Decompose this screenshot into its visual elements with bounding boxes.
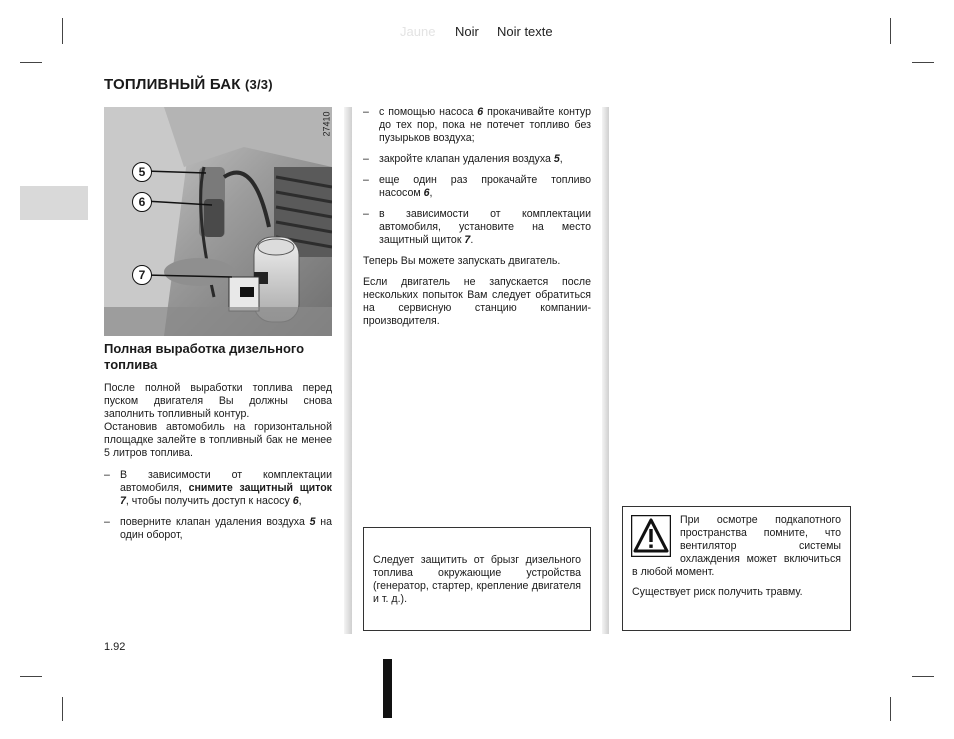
list-item: – В зависимости от комплектации автомобиля, снимите защитный щиток 7, чтобы получить доступ к насосу 6, [104, 469, 332, 507]
note-text: Следует защитить от брызг дизельного топлива окружающие устройства (генератор, стартер, крепление двигателя и т. д.). [373, 554, 581, 605]
page-title [104, 76, 273, 93]
note-box [363, 527, 591, 631]
warning-box [622, 506, 851, 631]
callout-6: 6 [132, 192, 152, 212]
item-bold: снимите защитный щиток 7 [120, 482, 332, 507]
para-intro [104, 382, 332, 460]
crop-mark [912, 62, 934, 63]
list-item: – закройте клапан удаления воздуха 5, [363, 153, 563, 165]
callout-7: 7 [132, 265, 152, 285]
dash: – [363, 174, 369, 186]
section-heading: Полная выработка дизельного топлива [104, 341, 305, 372]
item-text: поверните клапан удаления воздуха [120, 516, 310, 528]
list-item: – в зависимости от комплектации автомобиля, установите на место защитный щиток 7. [363, 208, 591, 246]
dash: – [363, 208, 369, 220]
para-intro-2: Остановив автомобиль на горизонтальной площадке залейте в топливный бак не менее 5 литров топлива. [104, 421, 332, 459]
engine-illustration [104, 107, 332, 336]
crop-mark [62, 697, 63, 721]
column-divider [344, 107, 352, 634]
item-text: В зависимости от комплектации автомобиля, [120, 469, 332, 494]
para-service: Если двигатель не запускается после нескольких попыток Вам следует обратиться на сервисную станцию компании-производителя. [363, 276, 591, 327]
para-intro-1: После полной выработки топлива перед пуском двигателя Вы должны снова заполнить топливный контур. [104, 382, 332, 420]
list-item: – еще один раз прокачайте топливо насосом 6, [363, 174, 591, 199]
header-label-noir: Noir [455, 24, 479, 39]
list-item: – с помощью насоса 6 прокачивайте контур до тех пор, пока не потечет топливо без пузырьков воздуха; [363, 106, 591, 144]
header-label-jaune: Jaune [400, 24, 436, 39]
crop-mark [912, 676, 934, 677]
left-column [104, 341, 332, 550]
header-label-noir-texte: Noir texte [497, 24, 553, 39]
page-title-suffix: (3/3) [245, 77, 273, 92]
warning-text: При осмотре подкапотного пространства помните, что вентилятор системы охлаждения может включиться в любой момент. [632, 514, 841, 578]
warning-risk: Существует риск получить травму. [632, 586, 803, 598]
figure-code: 27410 [321, 111, 332, 137]
middle-column [363, 106, 591, 336]
column-divider [602, 107, 609, 634]
crop-mark [890, 697, 891, 721]
dash: – [363, 153, 369, 165]
dash: – [104, 469, 110, 481]
dash: – [104, 516, 110, 528]
crop-mark [890, 18, 891, 44]
callout-5: 5 [132, 162, 152, 182]
page-title-main: ТОПЛИВНЫЙ БАК [104, 76, 241, 93]
section-tab [20, 186, 88, 220]
crop-mark [20, 62, 42, 63]
crop-mark [62, 18, 63, 44]
page-number: 1.92 [104, 641, 126, 653]
para-start: Теперь Вы можете запускать двигатель. [363, 255, 561, 267]
dash: – [363, 106, 369, 118]
list-item: – поверните клапан удаления воздуха 5 на один оборот, [104, 516, 332, 541]
engine-photo [104, 107, 332, 336]
registration-bar [383, 659, 392, 718]
crop-mark [20, 676, 42, 677]
